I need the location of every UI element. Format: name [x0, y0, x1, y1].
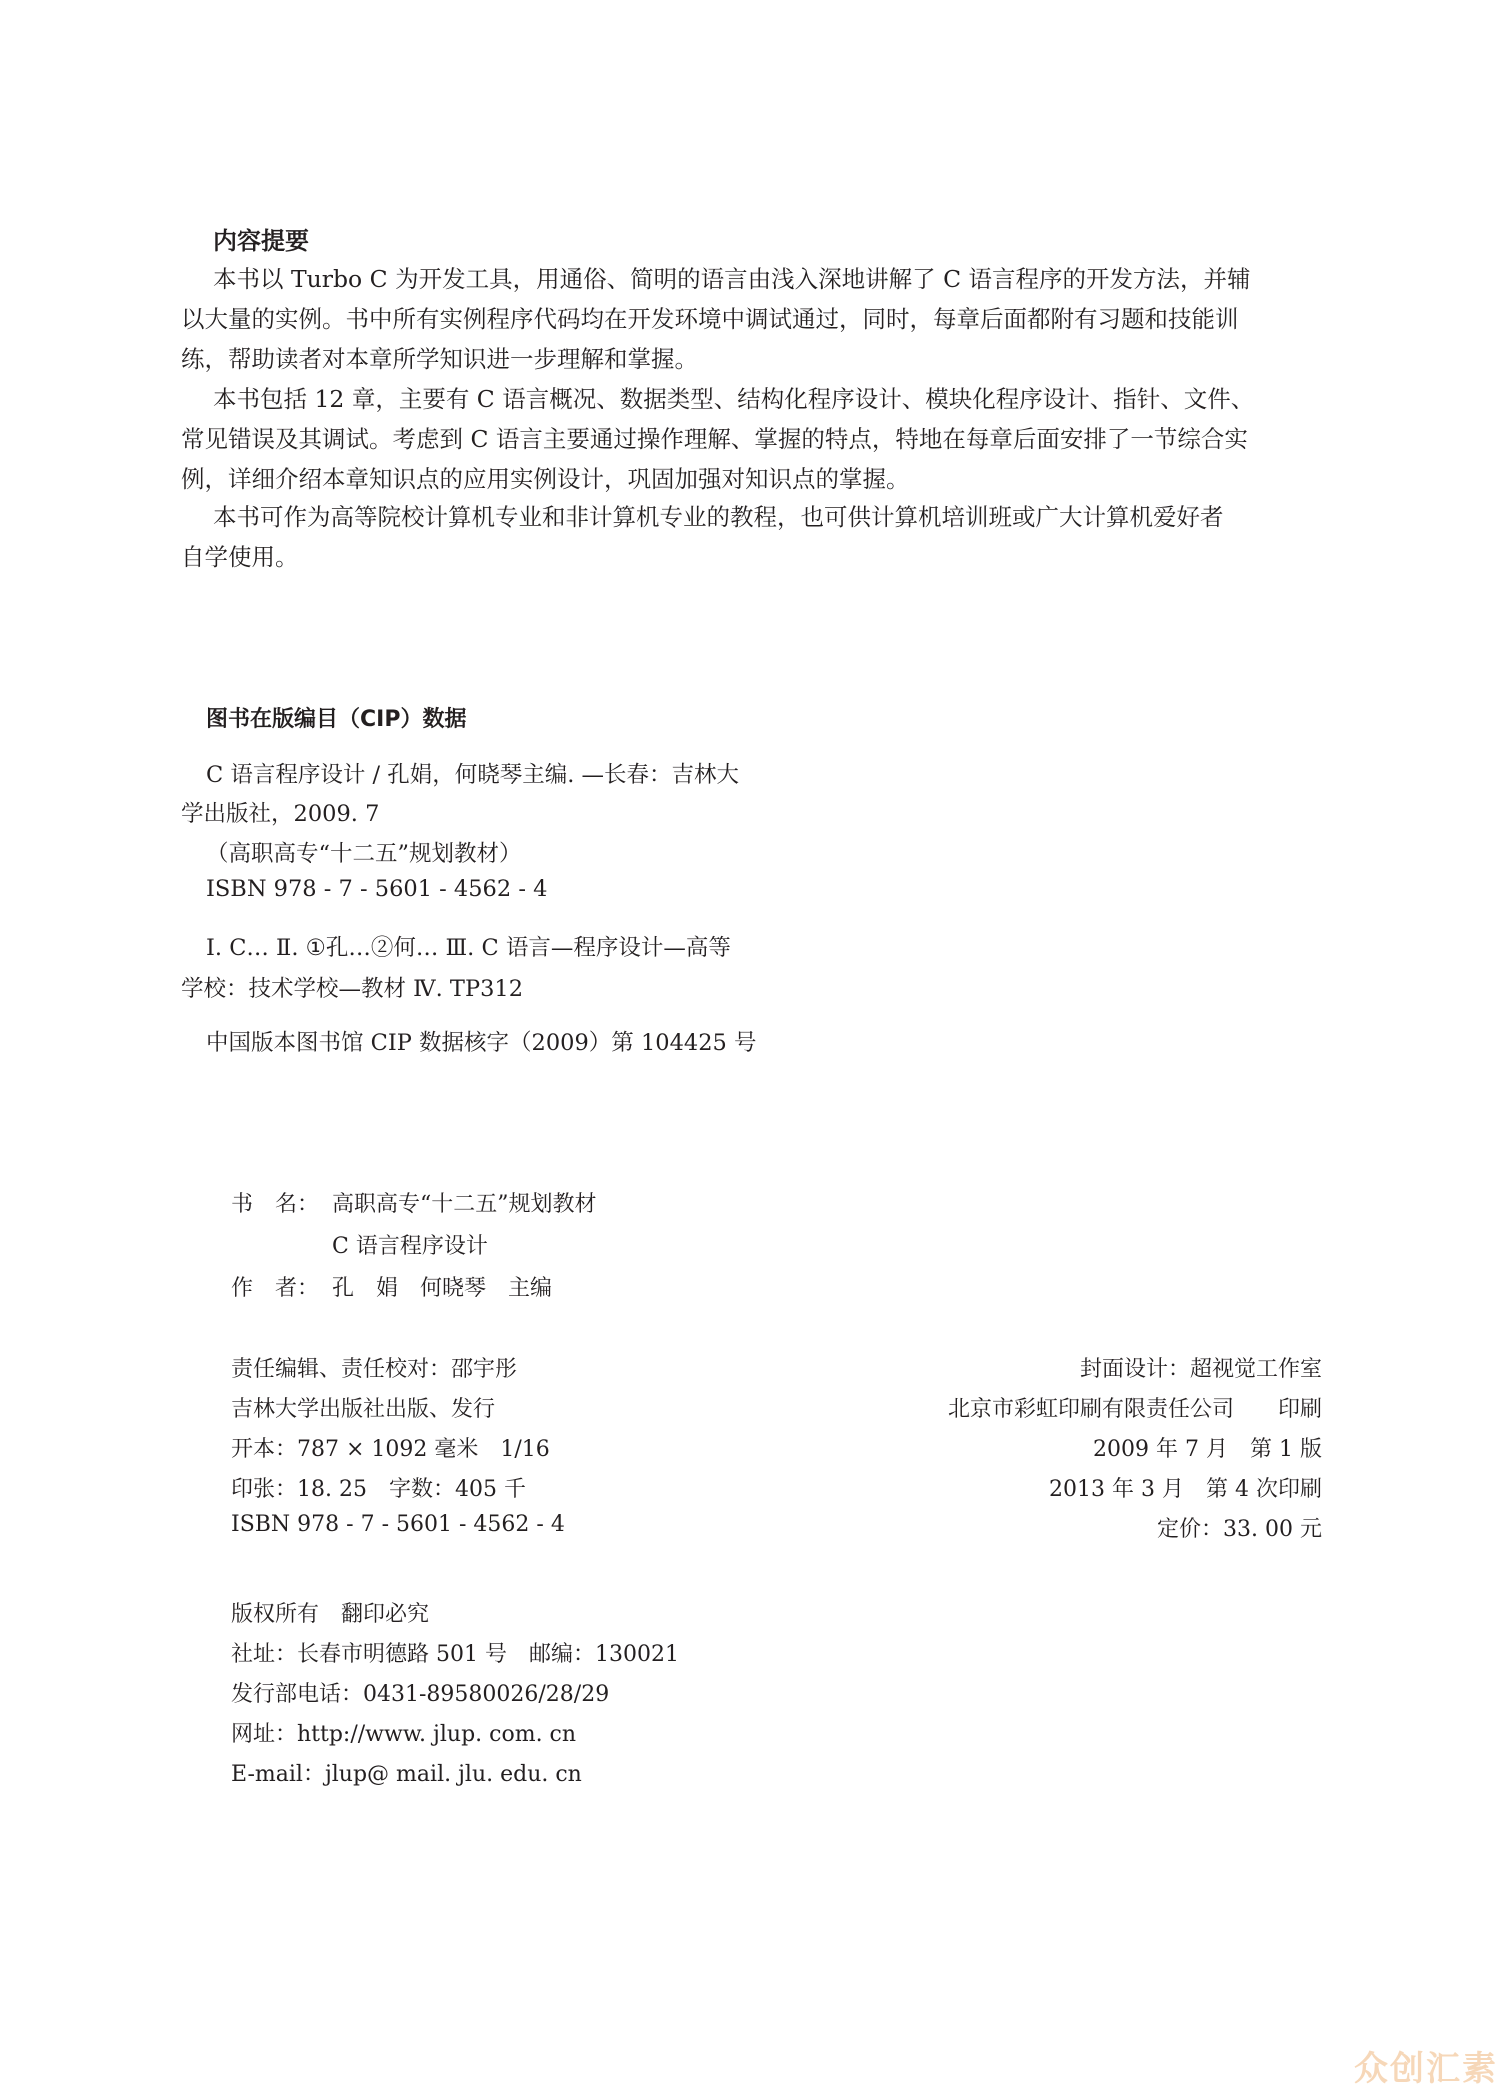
publish-left-5: ISBN 978 - 7 - 5601 - 4562 - 4 — [231, 1512, 565, 1537]
summary-heading: 内容提要 — [213, 227, 309, 255]
book-title-line2: C 语言程序设计 — [332, 1234, 488, 1259]
publish-right-4: 2013 年 3 月 第 4 次印刷 — [1049, 1477, 1322, 1502]
cip-line3: （高职高专“十二五”规划教材） — [206, 841, 522, 867]
book-title-label: 书 名： — [231, 1192, 320, 1217]
summary-p2-line2: 常见错误及其调试。考虑到 C 语言主要通过操作理解、掌握的特点，特地在每章后面安排了一节综合实 — [181, 425, 1248, 453]
publisher-email: E-mail：jlup@ mail. jlu. edu. cn — [231, 1762, 582, 1787]
cip-line6: 学校：技术学校—教材 Ⅳ. TP312 — [181, 976, 524, 1002]
publish-left-4: 印张：18. 25 字数：405 千 — [231, 1477, 526, 1502]
publish-left-1: 责任编辑、责任校对：邵宇彤 — [231, 1357, 518, 1382]
cip-heading: 图书在版编目（CIP）数据 — [206, 707, 467, 732]
publish-right-2: 北京市彩虹印刷有限责任公司 印刷 — [947, 1397, 1322, 1422]
cip-line7: 中国版本图书馆 CIP 数据核字（2009）第 104425 号 — [206, 1030, 757, 1056]
cip-line5: Ⅰ. C… Ⅱ. ①孔…②何… Ⅲ. C 语言—程序设计—高等 — [206, 935, 731, 961]
watermark-logo: 众创汇素 — [1354, 2049, 1498, 2089]
publisher-address: 社址：长春市明德路 501 号 邮编：130021 — [231, 1642, 679, 1667]
summary-p1-line2: 以大量的实例。书中所有实例程序代码均在开发环境中调试通过，同时，每章后面都附有习题和技能训 — [181, 305, 1239, 333]
cip-line1: C 语言程序设计 / 孔娟，何晓琴主编. —长春：吉林大 — [206, 762, 740, 788]
publish-right-1: 封面设计：超视觉工作室 — [1079, 1357, 1322, 1382]
cip-line2: 学出版社，2009. 7 — [181, 801, 380, 827]
copyright-notice: 版权所有 翻印必究 — [231, 1602, 430, 1627]
publisher-phone: 发行部电话：0431-89580026/28/29 — [231, 1682, 610, 1707]
book-title-line1: 高职高专“十二五”规划教材 — [332, 1192, 597, 1217]
publish-left-3: 开本：787 × 1092 毫米 1/16 — [231, 1437, 550, 1462]
book-author: 孔 娟 何晓琴 主编 — [332, 1276, 553, 1301]
publish-right-3: 2009 年 7 月 第 1 版 — [1093, 1437, 1322, 1462]
summary-p2-line3: 例，详细介绍本章知识点的应用实例设计，巩固加强对知识点的掌握。 — [181, 465, 910, 493]
summary-p1-line1: 本书以 Turbo C 为开发工具，用通俗、简明的语言由浅入深地讲解了 C 语言程序的开发方法，并辅 — [213, 265, 1251, 293]
publish-left-2: 吉林大学出版社出版、发行 — [231, 1397, 496, 1422]
book-author-label: 作 者： — [231, 1276, 320, 1301]
summary-p3-line1: 本书可作为高等院校计算机专业和非计算机专业的教程，也可供计算机培训班或广大计算机爱好者 — [213, 503, 1224, 531]
publisher-website: 网址：http://www. jlup. com. cn — [231, 1722, 577, 1747]
publish-right-5: 定价：33. 00 元 — [1157, 1517, 1322, 1542]
cip-line4: ISBN 978 - 7 - 5601 - 4562 - 4 — [206, 876, 548, 902]
summary-p2-line1: 本书包括 12 章，主要有 C 语言概况、数据类型、结构化程序设计、模块化程序设计、指针、文件、 — [213, 385, 1255, 413]
summary-p3-line2: 自学使用。 — [181, 543, 299, 571]
summary-p1-line3: 练，帮助读者对本章所学知识进一步理解和掌握。 — [181, 345, 698, 373]
